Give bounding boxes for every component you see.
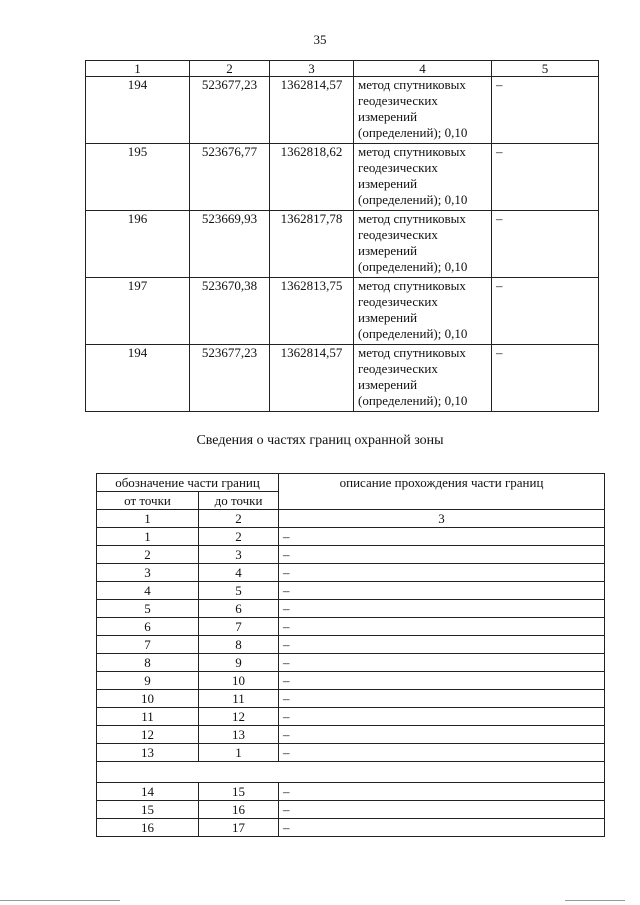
point-y: 1362814,57 xyxy=(270,77,354,144)
point-y: 1362817,78 xyxy=(270,211,354,278)
from-point: 5 xyxy=(97,600,199,618)
description: – xyxy=(279,783,605,801)
points-header-col2: 2 xyxy=(190,61,270,77)
colnum-1: 1 xyxy=(97,510,199,528)
description: – xyxy=(279,528,605,546)
table-row xyxy=(97,690,605,708)
to-point: 15 xyxy=(199,783,279,801)
footer-rule-left xyxy=(0,900,120,901)
from-point: 6 xyxy=(97,618,199,636)
from-point: 16 xyxy=(97,819,199,837)
point-y: 1362818,62 xyxy=(270,144,354,211)
to-point: 11 xyxy=(199,690,279,708)
description: – xyxy=(279,819,605,837)
description: – xyxy=(279,726,605,744)
to-point: 13 xyxy=(199,726,279,744)
table-row xyxy=(97,582,605,600)
to-point: 17 xyxy=(199,819,279,837)
points-header-col1: 1 xyxy=(86,61,190,77)
separator-row xyxy=(97,762,605,783)
point-x: 523676,77 xyxy=(190,144,270,211)
colnum-2: 2 xyxy=(199,510,279,528)
point-x: 523677,23 xyxy=(190,345,270,412)
from-point: 15 xyxy=(97,801,199,819)
point-method: метод спутниковых геодезических измерений (определений); 0,10 xyxy=(354,144,492,211)
from-point: 2 xyxy=(97,546,199,564)
from-point: 1 xyxy=(97,528,199,546)
points-header-col3: 3 xyxy=(270,61,354,77)
points-table xyxy=(85,60,599,412)
designation-header: обозначение части границ xyxy=(97,474,279,492)
table-row xyxy=(97,708,605,726)
description: – xyxy=(279,582,605,600)
from-point: 11 xyxy=(97,708,199,726)
parts-header-row xyxy=(97,474,605,492)
description-header: описание прохождения части границ xyxy=(279,474,605,510)
point-x: 523670,38 xyxy=(190,278,270,345)
points-header-col5: 5 xyxy=(492,61,599,77)
table-row xyxy=(97,726,605,744)
point-note: – xyxy=(492,345,599,412)
from-point: 10 xyxy=(97,690,199,708)
from-point: 12 xyxy=(97,726,199,744)
separator-cell xyxy=(97,762,605,783)
point-number: 195 xyxy=(86,144,190,211)
description: – xyxy=(279,744,605,762)
point-y: 1362814,57 xyxy=(270,345,354,412)
to-point-header: до точки xyxy=(199,492,279,510)
to-point: 5 xyxy=(199,582,279,600)
table-row xyxy=(97,528,605,546)
point-method: метод спутниковых геодезических измерений (определений); 0,10 xyxy=(354,345,492,412)
point-y: 1362813,75 xyxy=(270,278,354,345)
description: – xyxy=(279,801,605,819)
to-point: 12 xyxy=(199,708,279,726)
point-x: 523677,23 xyxy=(190,77,270,144)
from-point: 14 xyxy=(97,783,199,801)
point-method: метод спутниковых геодезических измерений (определений); 0,10 xyxy=(354,211,492,278)
to-point: 2 xyxy=(199,528,279,546)
table-row xyxy=(97,783,605,801)
table-row xyxy=(97,801,605,819)
from-point: 3 xyxy=(97,564,199,582)
to-point: 7 xyxy=(199,618,279,636)
point-number: 194 xyxy=(86,345,190,412)
from-point-header: от точки xyxy=(97,492,199,510)
from-point: 4 xyxy=(97,582,199,600)
to-point: 1 xyxy=(199,744,279,762)
description: – xyxy=(279,690,605,708)
table-row xyxy=(86,345,599,412)
to-point: 4 xyxy=(199,564,279,582)
to-point: 6 xyxy=(199,600,279,618)
description: – xyxy=(279,600,605,618)
table-row xyxy=(86,278,599,345)
page-number: 35 xyxy=(313,32,327,47)
points-header-col4: 4 xyxy=(354,61,492,77)
table-row xyxy=(97,672,605,690)
from-point: 13 xyxy=(97,744,199,762)
description: – xyxy=(279,672,605,690)
points-table-header-row xyxy=(86,61,599,77)
table-row xyxy=(86,211,599,278)
to-point: 8 xyxy=(199,636,279,654)
point-method: метод спутниковых геодезических измерений (определений); 0,10 xyxy=(354,77,492,144)
to-point: 3 xyxy=(199,546,279,564)
description: – xyxy=(279,546,605,564)
description: – xyxy=(279,636,605,654)
to-point: 10 xyxy=(199,672,279,690)
point-number: 197 xyxy=(86,278,190,345)
to-point: 9 xyxy=(199,654,279,672)
parts-colnum-row xyxy=(97,510,605,528)
to-point: 16 xyxy=(199,801,279,819)
section-title: Сведения о частях границ охранной зоны xyxy=(196,433,444,448)
table-row xyxy=(97,546,605,564)
description: – xyxy=(279,564,605,582)
table-row xyxy=(97,636,605,654)
point-note: – xyxy=(492,211,599,278)
table-row xyxy=(97,600,605,618)
point-note: – xyxy=(492,278,599,345)
description: – xyxy=(279,618,605,636)
table-row xyxy=(97,744,605,762)
table-row xyxy=(86,77,599,144)
table-row xyxy=(97,654,605,672)
point-note: – xyxy=(492,144,599,211)
colnum-3: 3 xyxy=(279,510,605,528)
parts-table xyxy=(96,473,605,837)
description: – xyxy=(279,654,605,672)
footer-rule-right xyxy=(565,900,625,901)
point-number: 194 xyxy=(86,77,190,144)
from-point: 9 xyxy=(97,672,199,690)
table-row xyxy=(86,144,599,211)
point-method: метод спутниковых геодезических измерений (определений); 0,10 xyxy=(354,278,492,345)
from-point: 8 xyxy=(97,654,199,672)
table-row xyxy=(97,564,605,582)
point-number: 196 xyxy=(86,211,190,278)
from-point: 7 xyxy=(97,636,199,654)
point-note: – xyxy=(492,77,599,144)
description: – xyxy=(279,708,605,726)
table-row xyxy=(97,819,605,837)
point-x: 523669,93 xyxy=(190,211,270,278)
table-row xyxy=(97,618,605,636)
